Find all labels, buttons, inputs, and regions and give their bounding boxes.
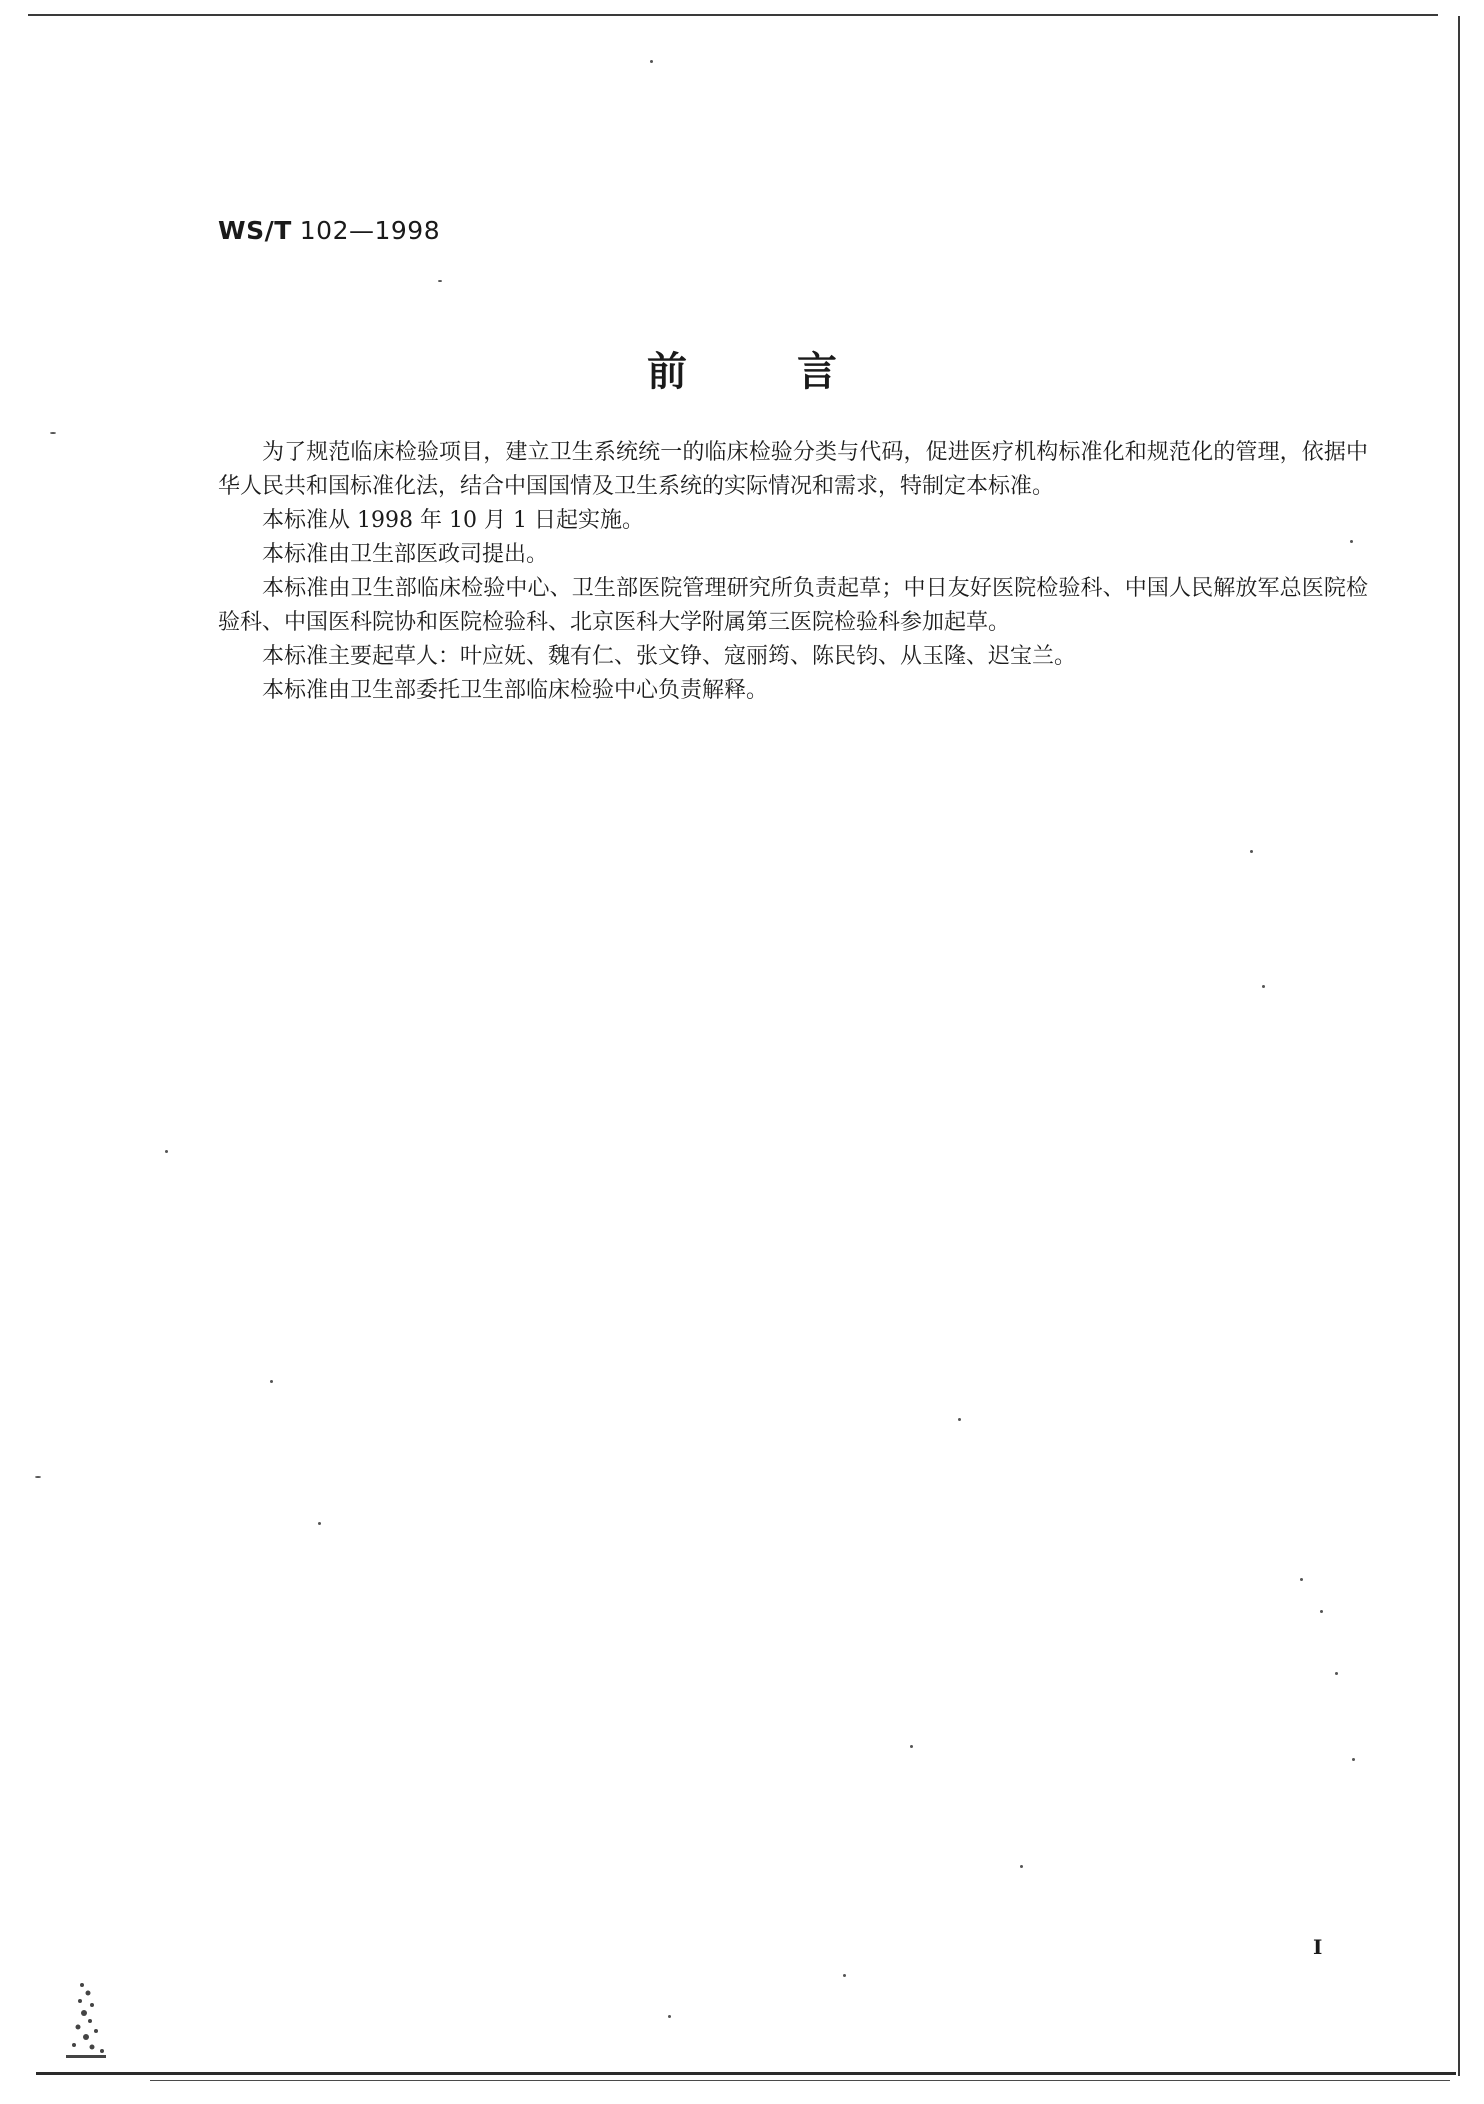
scan-speck [650, 60, 653, 63]
scan-speck [1020, 1865, 1023, 1868]
scan-artifact [62, 1975, 122, 2065]
scan-speck [1262, 985, 1265, 988]
scan-speck [165, 1150, 168, 1153]
scan-speck [438, 280, 442, 282]
paragraph-proposer: 本标准由卫生部医政司提出。 [262, 542, 549, 567]
paragraph-interpretation: 本标准由卫生部委托卫生部临床检验中心负责解释。 [262, 678, 769, 703]
page-title: 前言 [647, 349, 947, 395]
scan-speck [50, 432, 56, 434]
scan-speck [1320, 1610, 1323, 1613]
scan-speck [318, 1522, 321, 1525]
scan-speck [958, 1418, 961, 1421]
scan-speck [1250, 850, 1253, 853]
paragraph-purpose: 为了规范临床检验项目，建立卫生系统统一的临床检验分类与代码，促进医疗机构标准化和规范化的管理，依据中华人民共和国标准化法，结合中国国情及卫生系统的实际情况和需求，特制定本标准。 [218, 440, 1368, 499]
paragraph-drafters-people: 本标准主要起草人：叶应妩、魏有仁、张文铮、寇丽筠、陈民钧、从玉隆、迟宝兰。 [262, 644, 1077, 669]
standard-number: 102—1998 [299, 216, 441, 245]
scan-speck [1352, 1758, 1355, 1761]
scan-speck [1300, 1578, 1303, 1581]
scan-speck [910, 1745, 913, 1748]
paragraph-drafters-org: 本标准由卫生部临床检验中心、卫生部医院管理研究所负责起草；中日友好医院检验科、中国人民解放军总医院检验科、中国医科院协和医院检验科、北京医科大学附属第三医院检验科参加起草。 [218, 576, 1368, 635]
paragraph-effective-date: 本标准从 1998 年 10 月 1 日起实施。 [262, 508, 644, 533]
scan-speck [668, 2015, 671, 2018]
page-number: I [1313, 1935, 1323, 1959]
scan-speck [843, 1974, 846, 1977]
page-border-top [28, 14, 1438, 16]
page-border-right [1458, 16, 1460, 2076]
scan-speck [35, 1476, 41, 1478]
scan-speck [1335, 1672, 1338, 1675]
standard-prefix: WS/T [218, 216, 292, 245]
page-border-bottom [36, 2072, 1456, 2075]
page-border-bottom-thin [150, 2080, 1450, 2081]
scan-speck [1350, 540, 1353, 543]
standard-code [218, 216, 440, 245]
foreword-body [218, 436, 1368, 708]
scan-speck [270, 1380, 273, 1383]
